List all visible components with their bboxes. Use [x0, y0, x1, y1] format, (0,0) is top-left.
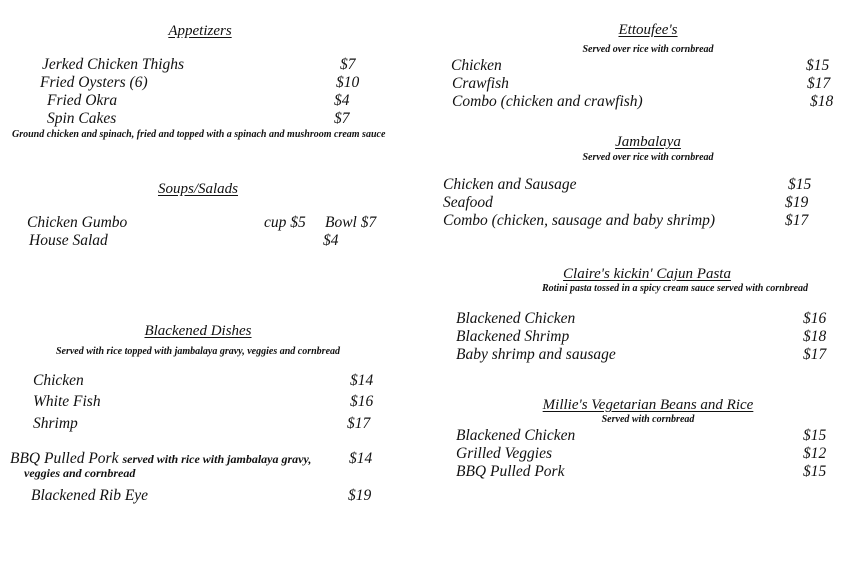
menu-item-name: Combo (chicken, sausage and baby shrimp)	[443, 212, 716, 229]
menu-item-price: $12	[803, 445, 827, 462]
menu-item-name: BBQ Pulled Pork	[456, 463, 565, 480]
menu-item-price: $14	[349, 450, 373, 467]
menu-item-price: $16	[803, 310, 827, 327]
menu-item-price: $17	[803, 346, 827, 363]
menu-item-name: Blackened Chicken	[456, 310, 576, 327]
menu-item-price: $4	[334, 92, 350, 109]
menu-item-price: $14	[350, 372, 374, 389]
menu-item-price: $18	[810, 93, 834, 110]
menu-item-price: $15	[803, 427, 827, 444]
menu-item-price: $18	[803, 328, 827, 345]
appetizers-heading: Appetizers	[168, 23, 232, 39]
menu-item-name: Baby shrimp and sausage	[456, 346, 616, 363]
menu-item-name: Shrimp	[33, 415, 78, 432]
menu-item-desc: veggies and cornbread	[24, 466, 136, 480]
menu-item-name: Chicken Gumbo	[27, 214, 128, 231]
ettoufees-heading: Ettoufee's	[618, 22, 678, 38]
menu-item-price: $15	[788, 176, 812, 193]
menu-item-name: Spin Cakes	[47, 110, 117, 127]
blackened-note: Served with rice topped with jambalaya gravy, veggies and cornbread	[55, 346, 341, 357]
menu-item-price: Bowl $7	[325, 214, 377, 231]
menu-item-name: Chicken	[451, 57, 502, 74]
menu-item-name: Chicken	[33, 372, 84, 389]
menu-item-name: Jerked Chicken Thighs	[42, 56, 185, 73]
vegetarian-heading: Millie's Vegetarian Beans and Rice	[542, 397, 754, 413]
menu-item-price: $17	[785, 212, 809, 229]
menu-item-price: $16	[350, 393, 374, 410]
menu-item-name: Seafood	[443, 194, 493, 211]
menu-item-name: White Fish	[33, 393, 101, 410]
ettoufees-note: Served over rice with cornbread	[582, 44, 714, 55]
menu-item-name: BBQ Pulled Pork	[10, 450, 119, 467]
menu-item-price: $15	[803, 463, 827, 480]
menu-item-price: $7	[340, 56, 356, 73]
menu-item-price: $4	[323, 232, 339, 249]
menu-item-name: Fried Oysters (6)	[40, 74, 148, 91]
menu-item-price: $10	[336, 74, 360, 91]
pasta-note: Rotini pasta tossed in a spicy cream sauce served with cornbread	[541, 283, 809, 294]
menu-item-price: $15	[806, 57, 830, 74]
menu-item-desc: served with rice with jambalaya gravy,	[122, 452, 312, 466]
jambalaya-note: Served over rice with cornbread	[582, 152, 714, 163]
menu-item-name: Chicken and Sausage	[443, 176, 577, 193]
soups-heading: Soups/Salads	[157, 181, 239, 197]
menu-item-name: Crawfish	[452, 75, 509, 92]
menu-item-name: Grilled Veggies	[456, 445, 552, 462]
appetizers-note: Ground chicken and spinach, fried and topped with a spinach and mushroom cream sauce	[12, 129, 386, 140]
menu-item-name: Fried Okra	[47, 92, 118, 109]
menu-item-name: Blackened Chicken	[456, 427, 576, 444]
jambalaya-heading: Jambalaya	[615, 134, 681, 150]
menu-item-price: $17	[347, 415, 371, 432]
menu-item-name: House Salad	[29, 232, 108, 249]
menu-item-price-cup: cup $5	[264, 214, 306, 231]
menu-item-name: Blackened Rib Eye	[31, 487, 149, 504]
pasta-heading: Claire's kickin' Cajun Pasta	[563, 266, 731, 282]
vegetarian-note: Served with cornbread	[601, 414, 695, 425]
menu-item-price: $19	[348, 487, 372, 504]
menu-item-price: $19	[785, 194, 809, 211]
menu-item-name: Blackened Shrimp	[456, 328, 570, 345]
menu-item-name: Combo (chicken and crawfish)	[452, 93, 643, 110]
menu-item-price: $7	[334, 110, 350, 127]
blackened-heading: Blackened Dishes	[144, 323, 252, 339]
menu-item-price: $17	[807, 75, 831, 92]
